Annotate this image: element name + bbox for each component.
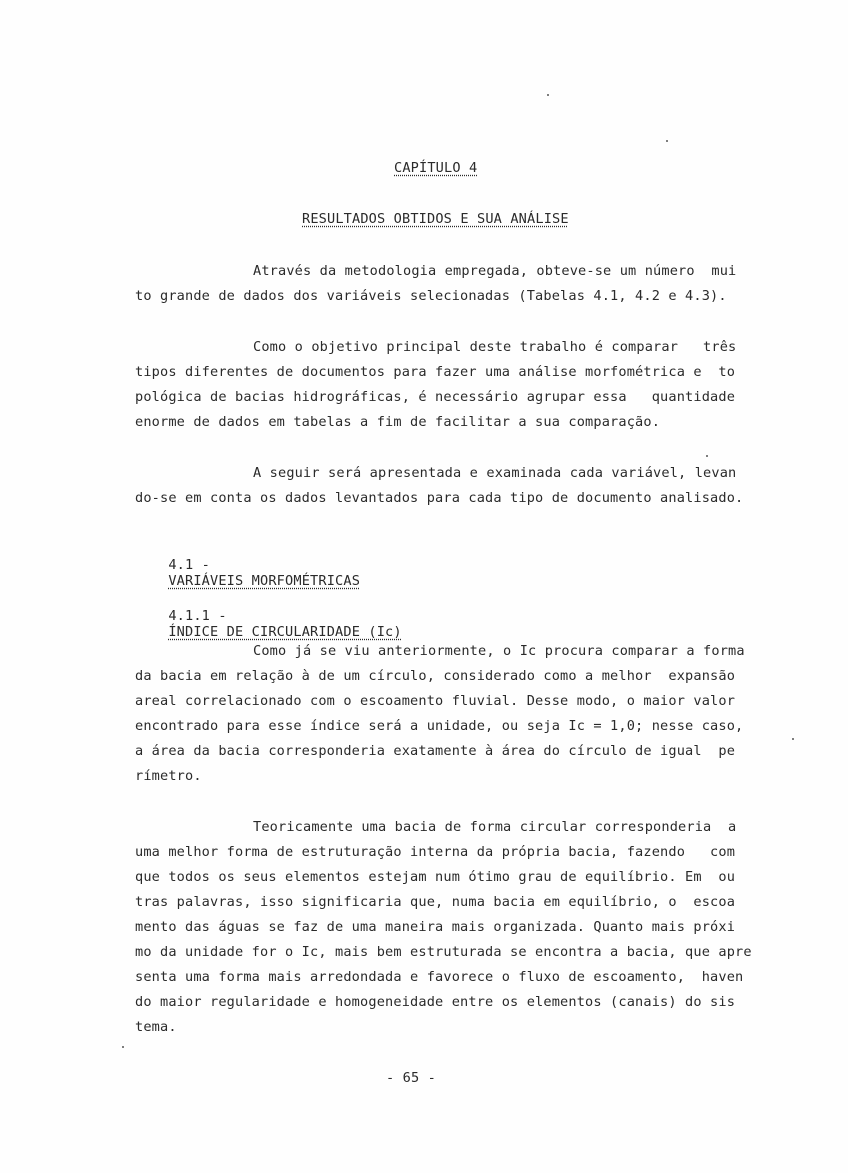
paragraph-line: tras palavras, isso significaria que, numa bacia em equilíbrio, o escoa [135, 894, 736, 910]
paragraph-line: to grande de dados dos variáveis selecionadas (Tabelas 4.1, 4.2 e 4.3). [135, 288, 727, 304]
scan-speck [122, 1046, 124, 1048]
scan-speck [547, 94, 549, 96]
scan-speck [792, 738, 794, 740]
paragraph-line: da bacia em relação à de um círculo, considerado como a melhor expansão [135, 668, 736, 684]
paragraph-line: pológica de bacias hidrográficas, é necessário agrupar essa quantidade [135, 389, 736, 405]
paragraph-line: A seguir será apresentada e examinada cada variável, levan [253, 465, 737, 481]
paragraph-line: Como já se viu anteriormente, o Ic procura comparar a forma [253, 643, 745, 659]
paragraph-line: que todos os seus elementos estejam num ótimo grau de equilíbrio. Em ou [135, 869, 736, 885]
paragraph-line: mento das águas se faz de uma maneira mais organizada. Quanto mais próxi [135, 919, 736, 935]
scan-speck [666, 140, 668, 142]
paragraph-line: tema. [135, 1019, 177, 1035]
section-number: 4.1 - [168, 557, 211, 573]
paragraph-line: Teoricamente uma bacia de forma circular corresponderia a [253, 819, 737, 835]
chapter-title: RESULTADOS OBTIDOS E SUA ANÁLISE [302, 211, 569, 227]
paragraph-line: encontrado para esse índice será a unidade, ou seja Ic = 1,0; nesse caso, [135, 718, 744, 734]
paragraph-line: rímetro. [135, 768, 202, 784]
paragraph-line: areal correlacionado com o escoamento fluvial. Desse modo, o maior valor [135, 693, 736, 709]
paragraph-line: uma melhor forma de estruturação interna da própria bacia, fazendo com [135, 844, 736, 860]
section-title: VARIÁVEIS MORFOMÉTRICAS [168, 573, 361, 589]
paragraph-line: a área da bacia corresponderia exatamente à área do círculo de igual pe [135, 743, 736, 759]
paragraph-line: senta uma forma mais arredondada e favorece o fluxo de escoamento, haven [135, 969, 744, 985]
scan-speck [706, 455, 708, 457]
paragraph-line: do-se em conta os dados levantados para cada tipo de documento analisado. [135, 490, 744, 506]
paragraph-line: tipos diferentes de documentos para fazer uma análise morfométrica e to [135, 364, 736, 380]
paragraph-line: mo da unidade for o Ic, mais bem estruturada se encontra a bacia, que apre [135, 944, 752, 960]
paragraph-line: do maior regularidade e homogeneidade entre os elementos (canais) do sis [135, 994, 736, 1010]
subsection-title: ÍNDICE DE CIRCULARIDADE (Ic) [168, 624, 402, 640]
chapter-heading: CAPÍTULO 4 [394, 160, 478, 176]
paragraph-line: enorme de dados em tabelas a fim de facilitar a sua comparação. [135, 414, 661, 430]
paragraph-line: Como o objetivo principal deste trabalho é comparar três [253, 339, 737, 355]
page-number: - 65 - [386, 1070, 437, 1086]
paragraph-line: Através da metodologia empregada, obteve-se um número mui [253, 263, 737, 279]
subsection-number: 4.1.1 - [168, 608, 227, 624]
